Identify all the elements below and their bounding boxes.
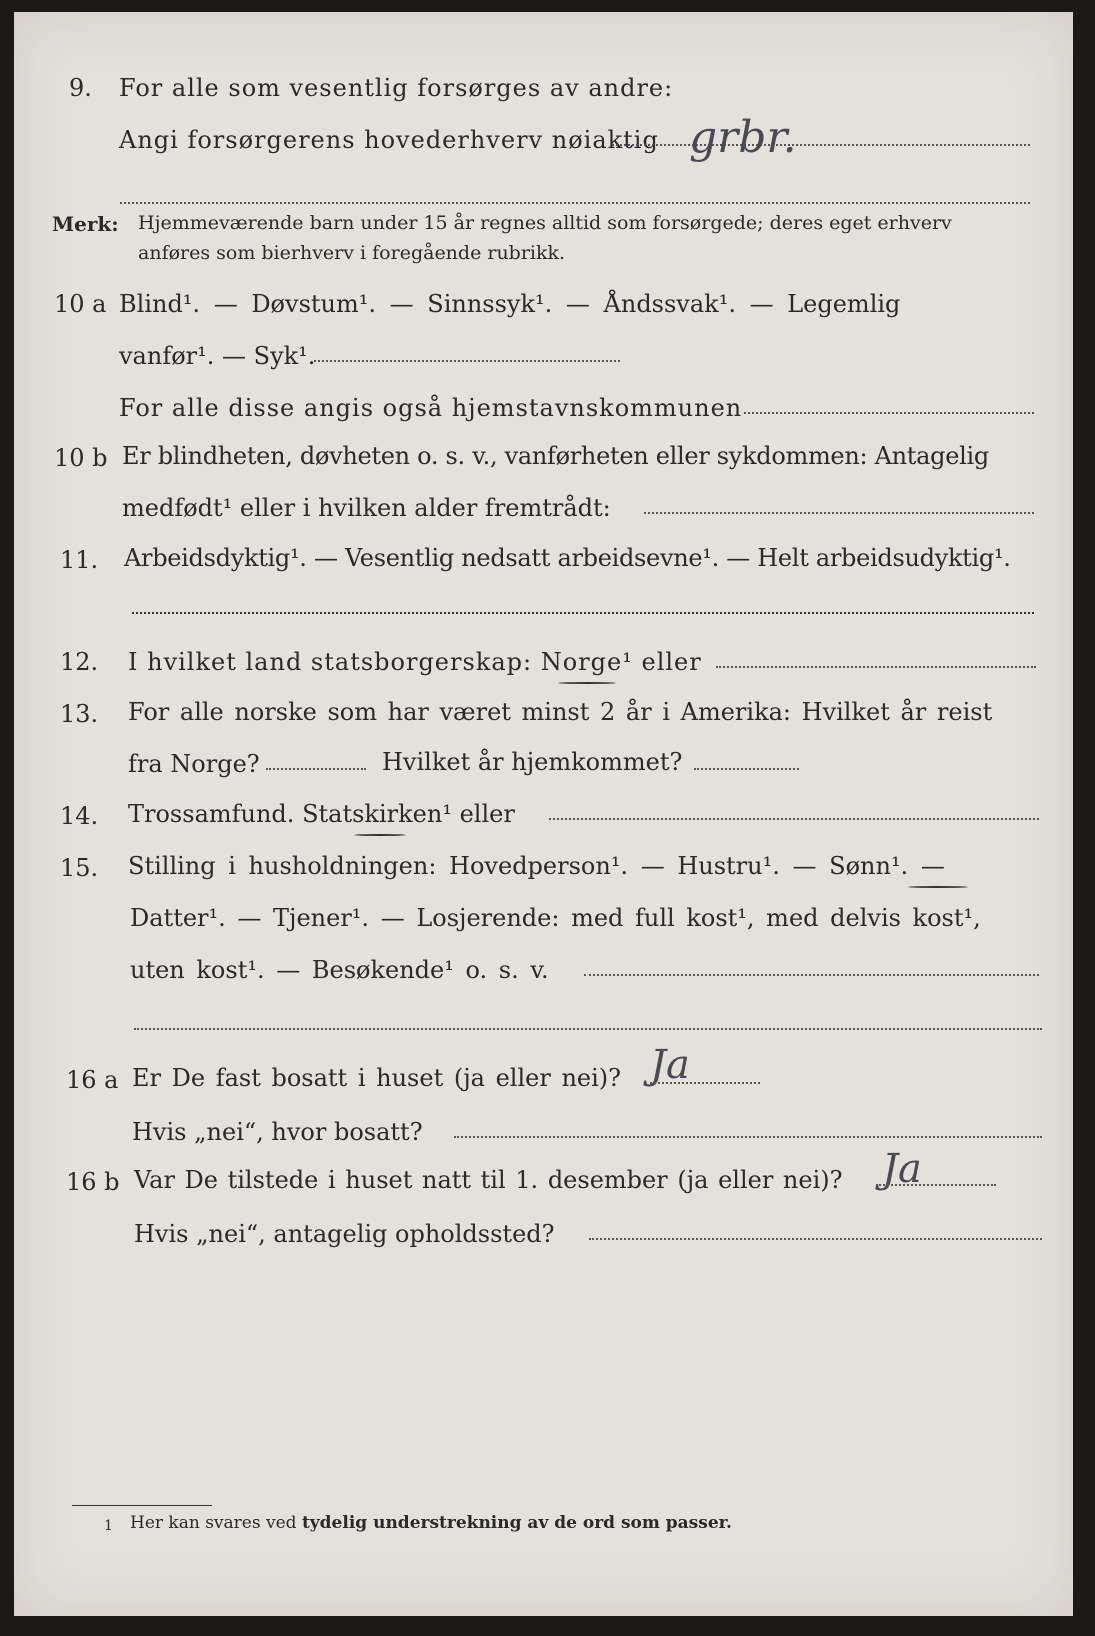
q9-line1: For alle som vesentlig forsørges av andre: bbox=[119, 74, 674, 102]
q10a-line2: vanfør¹. — Syk¹. bbox=[119, 342, 316, 370]
merk-line1: Hjemmeværende barn under 15 år regnes alltid som forsørgede; deres eget erhverv bbox=[138, 212, 952, 234]
q16a-bosatt-line bbox=[454, 1136, 1042, 1138]
q14-underline-mark bbox=[354, 834, 406, 836]
q12-prefix: I hvilket land statsborgerskap: bbox=[128, 648, 533, 676]
merk-line2: anføres som bierhverv i foregående rubrikk. bbox=[138, 242, 566, 264]
q15-underlined-word: Sønn bbox=[829, 852, 891, 880]
q16a-handwritten-answer: Ja bbox=[650, 1042, 690, 1088]
q16a-answer-line bbox=[650, 1082, 760, 1084]
census-form-page bbox=[14, 12, 1073, 1616]
q16a-line1: Er De fast bosatt i huset (ja eller nei)? bbox=[132, 1064, 622, 1092]
q16b-line1: Var De tilstede i huset natt til 1. desember (ja eller nei)? bbox=[134, 1166, 843, 1194]
q13-reist-line bbox=[266, 768, 366, 770]
q15-extra-line bbox=[134, 1028, 1042, 1030]
q16a-number: 16 a bbox=[66, 1066, 119, 1094]
q12-answer-line bbox=[716, 666, 1036, 668]
q15-answer-line-dots bbox=[584, 974, 1039, 976]
q9-extra-line bbox=[120, 202, 1030, 204]
q13-hjemkommet-line bbox=[694, 768, 799, 770]
q9-number: 9. bbox=[69, 74, 92, 102]
q12-number: 12. bbox=[60, 648, 99, 676]
q12-line bbox=[128, 648, 702, 676]
q13-number: 13. bbox=[60, 700, 99, 728]
q15-line1-text: Stilling i husholdningen: Hovedperson¹. — Hustru¹. — bbox=[128, 852, 817, 880]
q10a-line2-dots bbox=[314, 360, 620, 362]
q13-line1: For alle norske som har været minst 2 år i Amerika: Hvilket år reist bbox=[128, 698, 993, 726]
q11-number: 11. bbox=[60, 546, 99, 574]
q15-line3: uten kost¹. — Besøkende¹ o. s. v. bbox=[130, 956, 549, 984]
q14-number: 14. bbox=[60, 802, 99, 830]
q10b-line1: Er blindheten, døvheten o. s. v., vanførheten eller sykdommen: Antagelig bbox=[122, 442, 989, 470]
q9-handwritten-answer: grbr. bbox=[689, 112, 797, 163]
footnote-separator bbox=[72, 1505, 212, 1506]
footnote-plain: Her kan svares ved bbox=[130, 1513, 297, 1533]
q14-answer-line bbox=[549, 818, 1039, 820]
q11-line1: Arbeidsdyktig¹. — Vesentlig nedsatt arbeidsevne¹. — Helt arbeidsudyktig¹. bbox=[124, 544, 1011, 572]
q16b-opholdssted-line bbox=[589, 1238, 1042, 1240]
q16b-number: 16 b bbox=[66, 1168, 120, 1196]
q16b-handwritten-answer: Ja bbox=[882, 1146, 922, 1192]
q10b-line2: medfødt¹ eller i hvilken alder fremtrådt: bbox=[122, 494, 611, 522]
footnote-mark: 1 bbox=[104, 1518, 113, 1534]
q12-underline-mark bbox=[558, 682, 616, 684]
footnote-text bbox=[130, 1513, 732, 1533]
q9-answer-line bbox=[612, 144, 1030, 146]
q10b-line2-dots bbox=[644, 512, 1034, 514]
q12-suffix: ¹ eller bbox=[622, 648, 702, 676]
q12-underlined-word: Norge bbox=[540, 648, 623, 676]
q16b-line2: Hvis „nei“, antagelig opholdssted? bbox=[134, 1220, 555, 1248]
q13-line2b: Hvilket år hjemkommet? bbox=[382, 748, 683, 776]
q13-line2a: fra Norge? bbox=[128, 750, 260, 778]
q15-line2: Datter¹. — Tjener¹. — Losjerende: med full kost¹, med delvis kost¹, bbox=[130, 904, 981, 932]
q10a-line1: Blind¹. — Døvstum¹. — Sinnssyk¹. — Åndssvak¹. — Legemlig bbox=[119, 290, 901, 318]
footnote-bold: tydelig understrekning av de ord som passer. bbox=[301, 1513, 732, 1533]
q14-prefix: Trossamfund. bbox=[128, 800, 295, 828]
q14-suffix: ¹ eller bbox=[442, 800, 515, 828]
q10b-number: 10 b bbox=[54, 444, 108, 472]
q15-line1 bbox=[128, 852, 945, 880]
q14-underlined-word: Statskirken bbox=[302, 800, 443, 828]
merk-label: Merk: bbox=[52, 212, 119, 236]
q16b-answer-line bbox=[876, 1184, 996, 1186]
q10a-line3-dots bbox=[744, 412, 1034, 414]
q15-line1-end: ¹. — bbox=[890, 852, 945, 880]
q16a-line2: Hvis „nei“, hvor bosatt? bbox=[132, 1118, 423, 1146]
q10a-line3: For alle disse angis også hjemstavnskommunen bbox=[119, 394, 743, 422]
q15-underline-mark bbox=[908, 886, 968, 888]
q11-extra-line bbox=[132, 612, 1034, 614]
q9-line2: Angi forsørgerens hovederhverv nøiaktig bbox=[119, 126, 659, 154]
q14-line bbox=[128, 800, 515, 828]
q15-number: 15. bbox=[60, 854, 99, 882]
q10a-number: 10 a bbox=[54, 290, 107, 318]
